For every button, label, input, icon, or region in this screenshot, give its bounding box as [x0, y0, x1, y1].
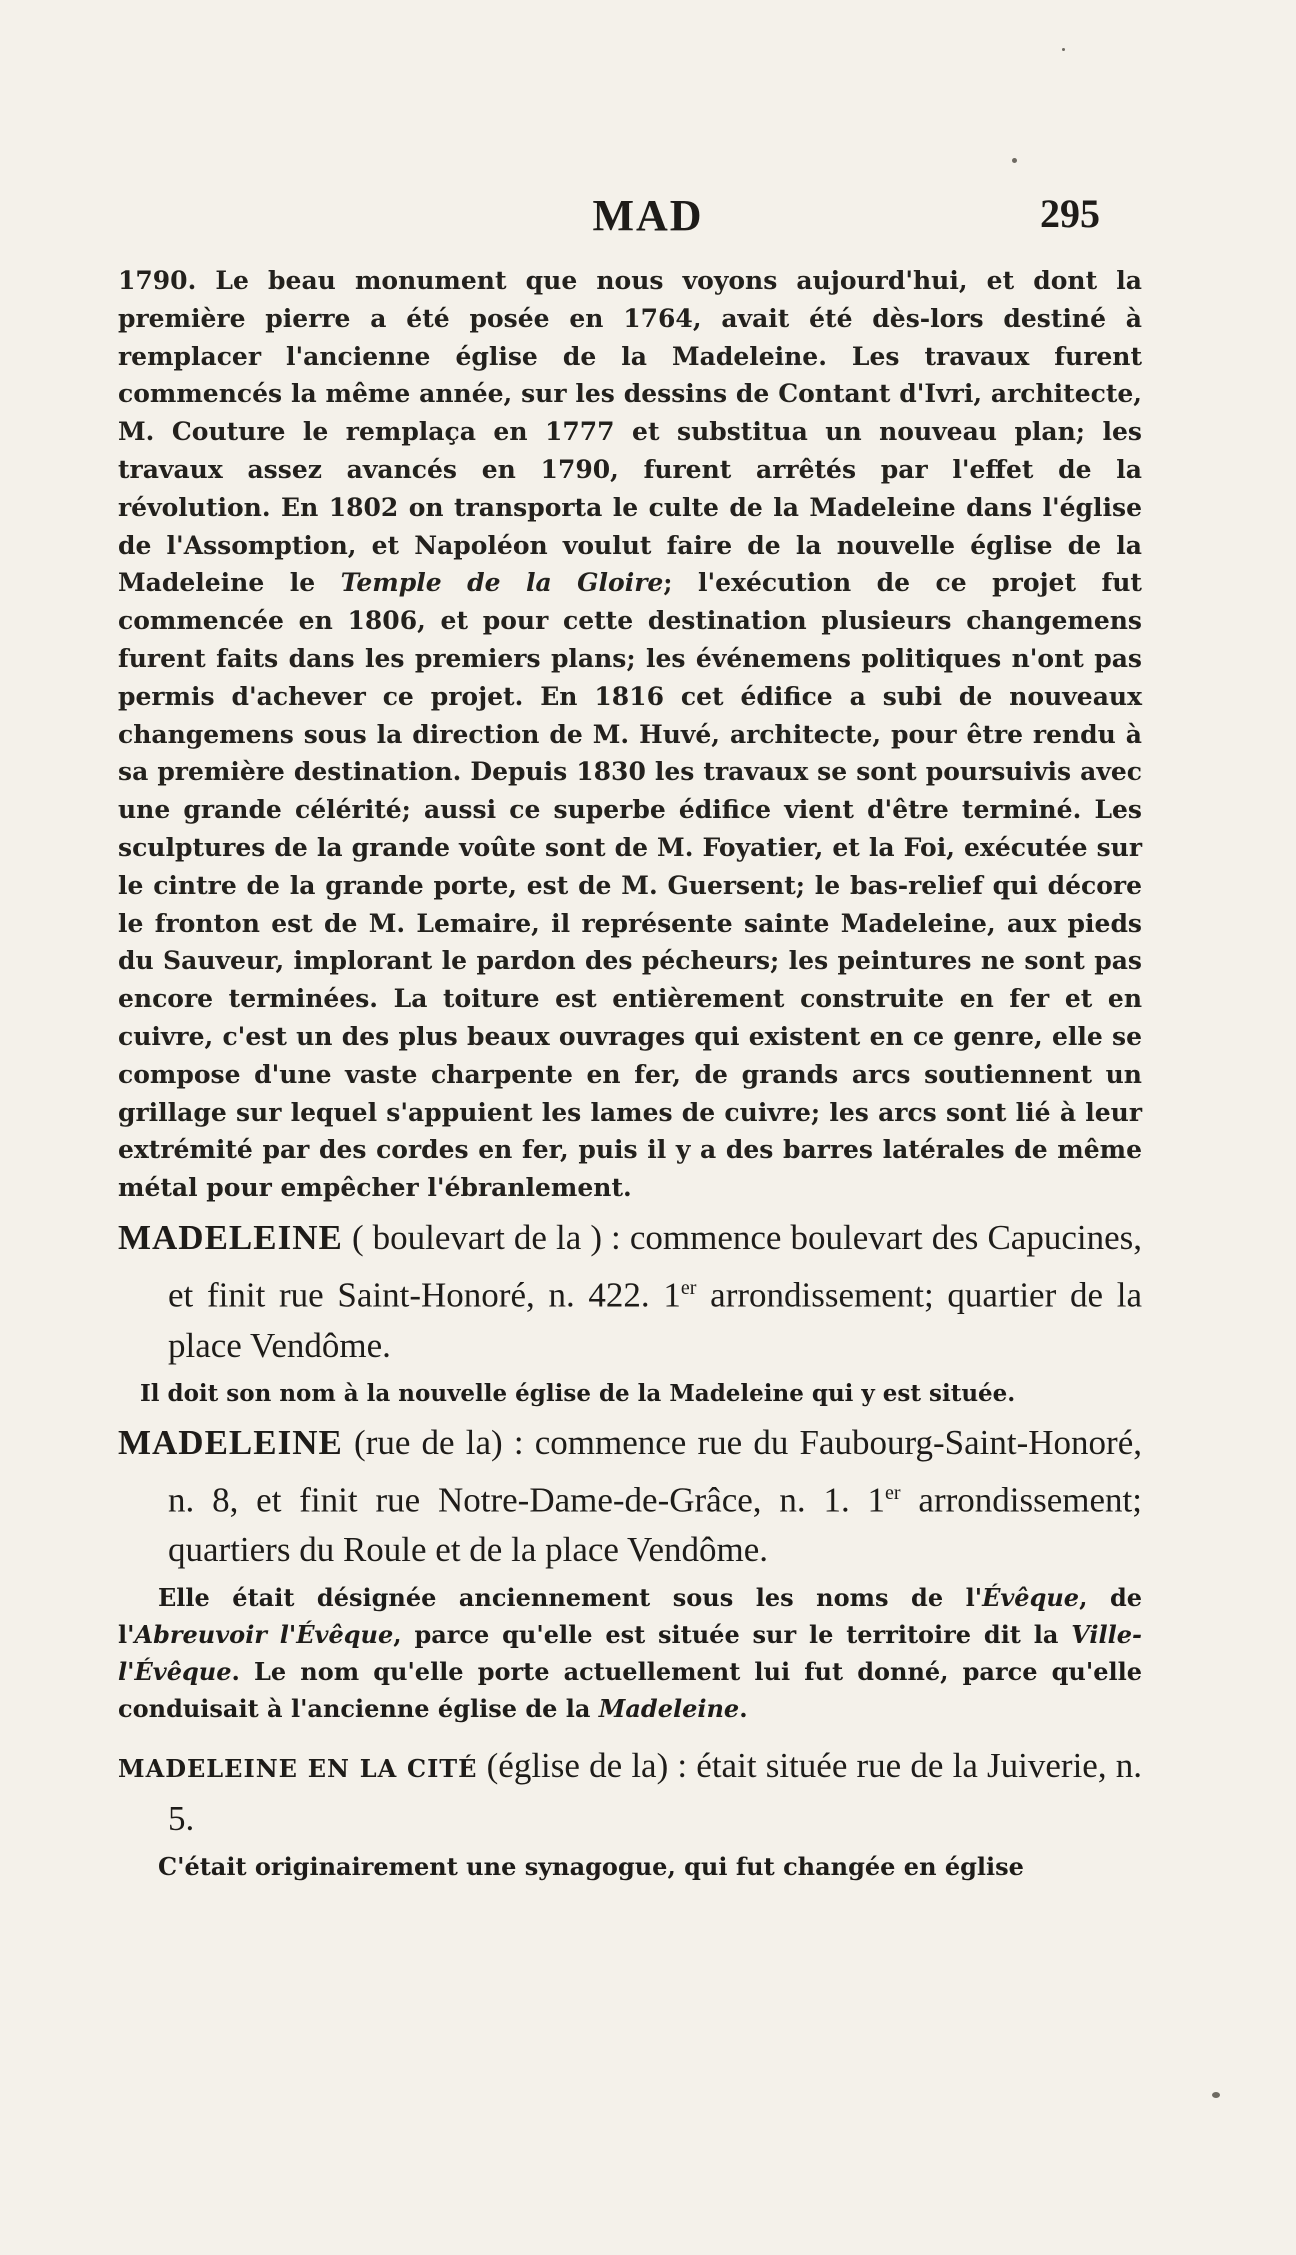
- note-rue-madeleine: [118, 1579, 1142, 1727]
- note-text: , de l': [118, 1583, 1142, 1650]
- entry-madeleine-en-la-cite: [118, 1741, 1142, 1844]
- paragraph-text-continued: ; l'exécution de ce projet fut commencée en 1806, et pour cette destination plusieurs changemens furent faits dans les premiers plans; les événemens politiques n'ont pas permis d'achever ce projet. En 1816 cet édifice a subi de nouveaux changemens sous la direction de M. Huvé, architecte, pour être rendu à sa première destination. Depuis 1830 les travaux se sont poursuivis avec une grande célérité; aussi ce superbe édifice vient d'être terminé. Les sculptures de la grande voûte sont de M. Foyatier, et la Foi, exécutée sur le cintre de la grande porte, est de M. Guersent; le bas-relief qui décore le fronton est de M. Lemaire, il représente sainte Madeleine, aux pieds du Sauveur, implorant le pardon des pécheurs; les peintures ne sont pas encore terminées. La toiture est entièrement construite en fer et en cuivre, c'est un des plus beaux ouvrages qui existent en ce genre, elle se compose d'une vaste charpente en fer, de grands arcs soutiennent un grillage sur lequel s'appuient les lames de cuivre; les arcs sont lié à leur extrémité par des cordes en fer, puis il y a des barres latérales de même métal pour empêcher l'ébranlement.: [118, 568, 1142, 1203]
- note-italic: Abreuvoir l'Évêque: [134, 1620, 394, 1650]
- paragraph-madeleine-church: [118, 262, 1142, 1207]
- running-head: MAD: [592, 191, 704, 240]
- note-boulevart-madeleine: Il doit son nom à la nouvelle église de la Madeleine qui y est située.: [140, 1379, 1016, 1407]
- note-text: .: [739, 1694, 748, 1724]
- note-text: , parce qu'elle est située sur le territoire dit la: [393, 1620, 1072, 1650]
- entry-text: (église de la) : était située rue de la Juiverie, n. 5.: [168, 1746, 1142, 1839]
- ink-speck: [1212, 2092, 1220, 2098]
- entry-superscript: er: [680, 1276, 697, 1299]
- paragraph-text: 1790. Le beau monument que nous voyons aujourd'hui, et dont la première pierre a été posée en 1764, avait été dès-lors destiné à remplacer l'ancienne église de la Madeleine. Les travaux furent commencés la même année, sur les dessins de Contant d'Ivri, architecte, M. Couture le remplaça en 1777 et substitua un nouveau plan; les travaux assez avancés en 1790, furent arrêtés par l'effet de la révolution. En 1802 on transporta le culte de la Madeleine dans l'église de l'Assomption, et Napoléon voulut faire de la nouvelle église de la Madeleine le: [118, 266, 1142, 598]
- entry-superscript: er: [885, 1481, 901, 1504]
- page-body: [118, 262, 1142, 1885]
- page-number: 295: [1040, 191, 1100, 236]
- entry-headword: MADELEINE: [118, 1422, 343, 1462]
- page-header: [0, 190, 1296, 250]
- entry-rue-madeleine: [118, 1418, 1142, 1576]
- note-italic: Évêque: [982, 1583, 1080, 1613]
- entry-headword: MADELEINE: [118, 1217, 343, 1257]
- ink-speck: [1012, 158, 1017, 163]
- entry-text-continued: arrondissement; quartier de la place Vendôme.: [168, 1275, 1142, 1365]
- note-text: . Le nom qu'elle porte actuellement lui fut donné, parce qu'elle conduisait à l'ancienne église de la: [118, 1657, 1142, 1724]
- italic-title: Temple de la Gloire: [340, 568, 664, 598]
- note-italic: Ville-l'Évêque: [118, 1620, 1142, 1687]
- entry-text-continued: arrondissement; quartiers du Roule et de la place Vendôme.: [168, 1480, 1142, 1570]
- entry-text: (rue de la) : commence rue du Faubourg-Saint-Honoré, n. 8, et finit rue Notre-Dame-de-Grâce, n. 1. 1: [168, 1422, 1142, 1520]
- note-text: Elle était désignée anciennement sous les noms de l': [158, 1583, 983, 1613]
- entry-headword: MADELEINE EN LA CITÉ: [118, 1754, 478, 1784]
- entry-text: ( boulevart de la ) : commence boulevart des Capucines, et finit rue Saint-Honoré, n. 422. 1: [168, 1217, 1142, 1315]
- note-madeleine-en-la-cite: C'était originairement une synagogue, qui fut changée en église: [158, 1852, 1024, 1882]
- ink-speck: [1062, 48, 1065, 51]
- note-italic: Madeleine: [598, 1694, 740, 1724]
- entry-boulevart-madeleine: [118, 1213, 1142, 1371]
